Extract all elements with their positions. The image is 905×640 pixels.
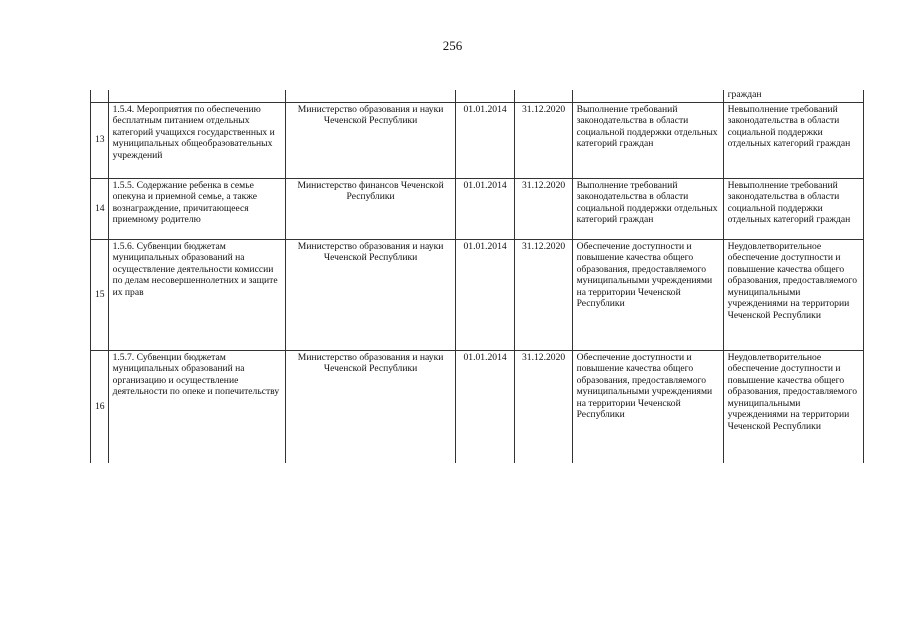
cell-executor: Министерство образования и науки Чеченской Республики xyxy=(285,239,455,350)
table-row xyxy=(91,239,864,350)
cell-measure: 1.5.6. Субвенции бюджетам муниципальных образований на осуществление деятельности комиссии по делам несовершеннолетних и защите их прав xyxy=(108,239,285,350)
cell-result xyxy=(572,90,723,102)
cell-measure xyxy=(108,90,285,102)
cell-risk: граждан xyxy=(723,90,863,102)
cell-risk: Невыполнение требований законодательства в области социальной поддержки отдельных категорий граждан xyxy=(723,178,863,239)
cell-executor: Министерство финансов Чеченской Республики xyxy=(285,178,455,239)
cell-start: 01.01.2014 xyxy=(455,178,514,239)
cell-start: 01.01.2014 xyxy=(455,239,514,350)
cell-risk: Невыполнение требований законодательства в области социальной поддержки отдельных категорий граждан xyxy=(723,102,863,178)
measures-table xyxy=(90,90,864,463)
cell-executor: Министерство образования и науки Чеченской Республики xyxy=(285,102,455,178)
cell-num: 16 xyxy=(91,350,109,463)
cell-end: 31.12.2020 xyxy=(514,239,572,350)
cell-risk: Неудовлетворительное обеспечение доступности и повышение качества общего образования, предоставляемого муниципальными учреждениями на территории Чеченской Республики xyxy=(723,350,863,463)
cell-end xyxy=(514,90,572,102)
cell-num: 15 xyxy=(91,239,109,350)
cell-result: Обеспечение доступности и повышение качества общего образования, предоставляемого муниципальными учреждениями на территории Чеченской Республики xyxy=(572,350,723,463)
cell-measure: 1.5.4. Мероприятия по обеспечению бесплатным питанием отдельных категорий учащихся государственных и муниципальных общеобразовательных учреждений xyxy=(108,102,285,178)
cell-result: Выполнение требований законодательства в области социальной поддержки отдельных категорий граждан xyxy=(572,178,723,239)
page-number: 256 xyxy=(442,38,463,53)
cell-end: 31.12.2020 xyxy=(514,350,572,463)
cell-executor xyxy=(285,90,455,102)
cell-end: 31.12.2020 xyxy=(514,178,572,239)
cell-measure: 1.5.7. Субвенции бюджетам муниципальных образований на организацию и осуществление деятельности по опеке и попечительству xyxy=(108,350,285,463)
table-row xyxy=(91,350,864,463)
cell-start: 01.01.2014 xyxy=(455,102,514,178)
cell-result: Обеспечение доступности и повышение качества общего образования, предоставляемого муниципальными учреждениями на территории Чеченской Республики xyxy=(572,239,723,350)
cell-start xyxy=(455,90,514,102)
cell-start: 01.01.2014 xyxy=(455,350,514,463)
table-row xyxy=(91,102,864,178)
table-row-continuation xyxy=(91,90,864,102)
cell-risk: Неудовлетворительное обеспечение доступности и повышение качества общего образования, предоставляемого муниципальными учреждениями на территории Чеченской Республики xyxy=(723,239,863,350)
table-row xyxy=(91,178,864,239)
cell-executor: Министерство образования и науки Чеченской Республики xyxy=(285,350,455,463)
cell-measure: 1.5.5. Содержание ребенка в семье опекуна и приемной семье, а также вознаграждение, причитающееся приемному родителю xyxy=(108,178,285,239)
cell-result: Выполнение требований законодательства в области социальной поддержки отдельных категорий граждан xyxy=(572,102,723,178)
cell-num xyxy=(91,90,109,102)
cell-num: 13 xyxy=(91,102,109,178)
cell-end: 31.12.2020 xyxy=(514,102,572,178)
cell-num: 14 xyxy=(91,178,109,239)
